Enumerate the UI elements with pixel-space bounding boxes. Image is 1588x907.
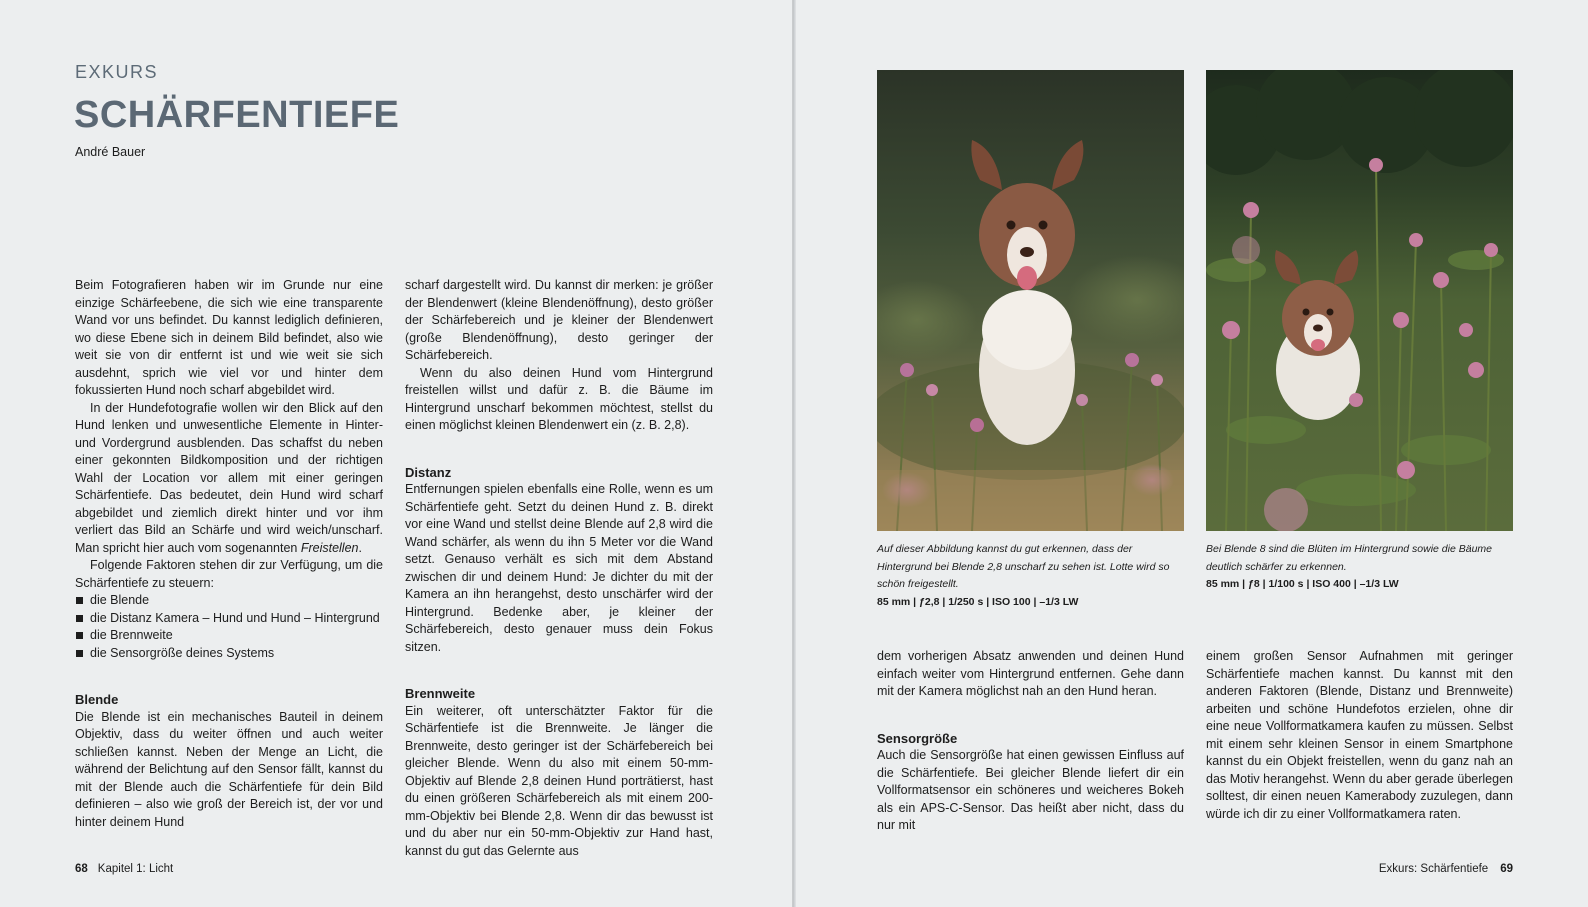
- paragraph: Auch die Sensorgröße hat einen gewissen Einfluss auf die Schärfentiefe. Bei gleicher Blende liefert dir ein Vollformatsensor ein schöneres und weicheres Bokeh als ein APS-C-Sensor. Das heißt aber nicht, dass du nur mit: [877, 748, 1184, 832]
- left-column-1: [75, 277, 383, 831]
- section-label: Exkurs: Schärfentiefe: [1378, 863, 1489, 875]
- left-page: [0, 0, 793, 907]
- right-column-2: [1206, 648, 1513, 823]
- page-number: 68: [75, 863, 88, 875]
- heading-sensorgroesse: Sensorgröße: [877, 730, 958, 746]
- list-item: die Blende: [75, 592, 383, 610]
- footer-right: [1379, 863, 1513, 875]
- list-item: die Brennweite: [75, 627, 383, 645]
- author-name: André Bauer: [75, 145, 146, 159]
- list-item: die Distanz Kamera – Hund und Hund – Hintergrund: [75, 610, 383, 628]
- caption-text: Auf dieser Abbildung kannst du gut erkennen, dass der Hintergrund bei Blende 2,8 unscharf zu sehen ist. Lotte wird so schön freigestellt.: [877, 543, 1170, 590]
- paragraph: In der Hundefotografie wollen wir den Blick auf den Hund lenken und unwesentliche Elemente in Hinter- und Vordergrund ausblenden. Das schaffst du neben einer gekonnten Bildkomposition und der richtigen Wahl der Location vor allem mit einer geringen Schärfentiefe. Das bedeutet, dein Hund wird scharf abgebildet und ziemlich direkt hinter und vor ihm verliert das Bild an Schärfe und wird weich/unscharf. Man spricht hier auch vom sogenannten Freistellen.: [75, 400, 383, 555]
- heading-brennweite: Brennweite: [405, 686, 476, 701]
- photo-caption-2: [1206, 541, 1513, 594]
- paragraph: Folgende Faktoren stehen dir zur Verfügung, um die Schärfentiefe zu steuern:: [75, 558, 383, 590]
- paragraph: Beim Fotografieren haben wir im Grunde nur eine einzige Schärfeebene, die sich wie eine transparente Wand vor uns befindet. Du kannst lediglich definieren, wo diese Ebene sich in deinem Bild befindet, also wie weit sie von dir entfernt ist und wie weit sie sich ausdehnt, sprich wie viel vor und hinter dem fokussierten Hund noch scharf abgebildet wird.: [75, 278, 383, 397]
- right-column-1: [877, 648, 1184, 835]
- section-kicker: EXKURS: [75, 62, 159, 82]
- paragraph: scharf dargestellt wird. Du kannst dir merken: je größer der Blendenwert (kleine Blendenöffnung), desto größer der Schärfebereich und je kleiner der Blendenwert (große Blendenöffnung), desto geringer der Schärfebereich.: [405, 278, 713, 362]
- paragraph: dem vorherigen Absatz anwenden und deinen Hund einfach weiter vom Hintergrund entfernen. Gehe dann mit der Kamera möglichst nah an den Hund heran.: [877, 649, 1184, 698]
- caption-text: Bei Blende 8 sind die Blüten im Hintergrund sowie die Bäume deutlich schärfer zu erkennen.: [1206, 543, 1492, 573]
- exposure-settings: 85 mm | ƒ8 | 1/100 s | ISO 400 | –1/3 LW: [1206, 578, 1399, 590]
- paragraph: Ein weiterer, oft unterschätzter Faktor für die Schärfentiefe ist die Brennweite. Je länger die Brennweite, desto geringer ist der Schärfebereich bei gleicher Blende. Wenn du also mit einem 50-mm-Objektiv auf Blende 2,8 deinen Hund porträtierst, hast du einen größeren Schärfebereich als mit einem 200-mm-Objektiv bei Blende 2,8. Wenn dir das bewusst ist und du aber nur ein 50-mm-Objektiv zur Hand hast, kannst du gut das Gelernte aus: [405, 703, 713, 858]
- footer-left: [75, 863, 173, 875]
- paragraph: Wenn du also deinen Hund vom Hintergrund freistellen willst und dafür z. B. die Bäume im Hintergrund unscharf bekommen möchtest, stellst du einen möglichst kleinen Blendenwert ein (z. B. 2,8).: [405, 365, 713, 432]
- chapter-label: Kapitel 1: Licht: [97, 863, 174, 875]
- paragraph: Entfernungen spielen ebenfalls eine Rolle, wenn es um Schärfentiefe geht. Setzt du deinen Hund z. B. direkt vor eine Wand und stellst deine Blende auf 2,8 wird die Wand schärfer, als wenn du ihn 5 Meter vor die Wand setzt. Genauso verhält es sich mit dem Abstand zwischen dir und deinem Hund: Je dichter du mit der Kamera an ihn herangehst, desto unschärfer wird der Hintergrund. Bedenke aber, je kleiner der Schärfebereich, desto genauer muss dein Fokus sitzen.: [405, 482, 713, 654]
- page-number: 69: [1500, 863, 1513, 875]
- emphasis-term: Freistellen: [300, 540, 359, 555]
- dog-photo-aperture-2-8: [877, 70, 1184, 531]
- left-column-2: [405, 277, 713, 860]
- list-item: die Sensorgröße deines Systems: [75, 645, 383, 663]
- factor-list: [75, 592, 383, 662]
- heading-distanz: Distanz: [405, 464, 452, 480]
- heading-blende: Blende: [75, 692, 119, 707]
- photo-caption-1: [877, 541, 1184, 611]
- exposure-settings: 85 mm | ƒ2,8 | 1/250 s | ISO 100 | –1/3 LW: [877, 595, 1079, 608]
- dog-photo-aperture-8: [1206, 70, 1513, 531]
- page-title: SCHÄRFENTIEFE: [74, 94, 400, 136]
- paragraph: einem großen Sensor Aufnahmen mit geringer Schärfentiefe machen kannst. Du kannst mit den anderen Faktoren (Blende, Distanz und Brennweite) arbeiten und schöne Hundefotos erzielen, ohne dir eine neue Vollformatkamera kaufen zu müssen. Selbst mit einem sehr kleinen Sensor in einem Smartphone kannst du ein Objekt freistellen, wenn du ganz nah an das Motiv herangehst. Wenn du aber gerade überlegen solltest, dir einen neuen Kamerabody zuzulegen, dann würde ich dir zu einer Vollformatkamera raten.: [1206, 649, 1513, 821]
- paragraph: Die Blende ist ein mechanisches Bauteil in deinem Objektiv, dass du weiter öffnen und auch weiter schließen kannst. Neben der Menge an Licht, die während der Belichtung auf den Sensor fällt, kannst du mit der Blende auch die Schärfentiefe für dein Bild definieren – also wie groß der Bereich ist, der vor und hinter deinem Hund: [75, 709, 383, 829]
